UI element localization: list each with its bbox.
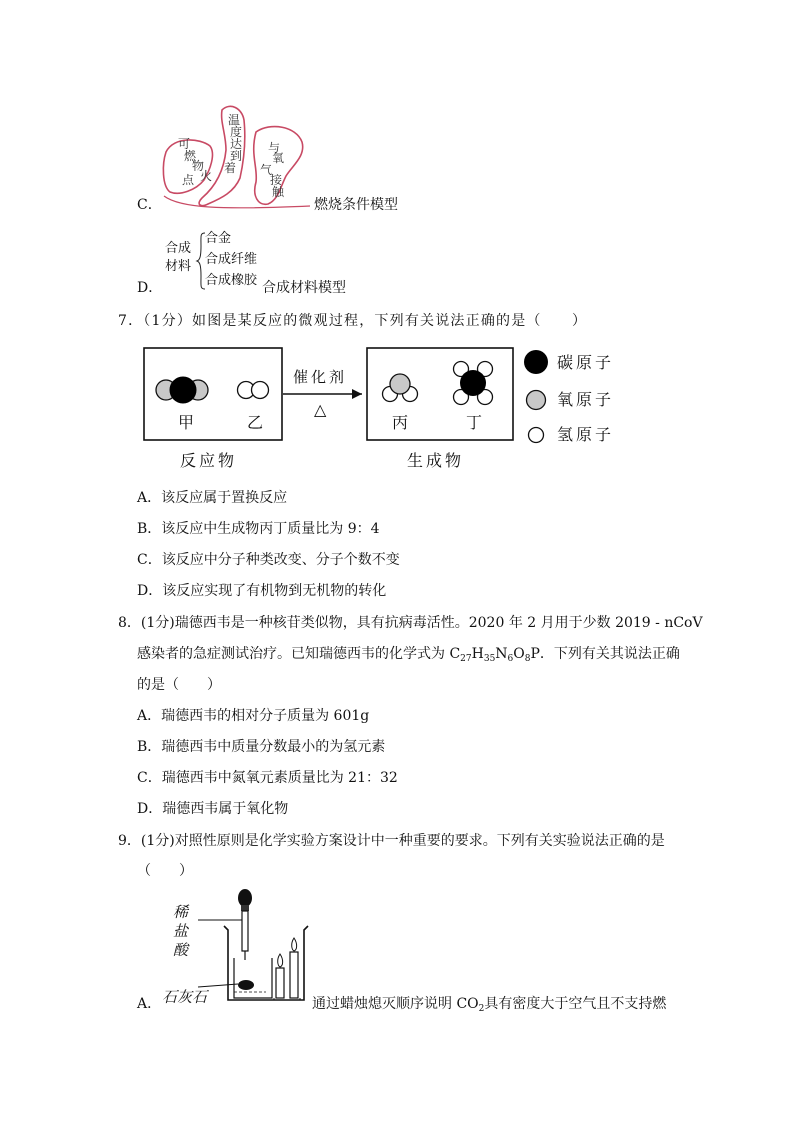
tree-root-line2: 材料: [165, 259, 192, 274]
svg-text:到: 到: [230, 149, 243, 163]
svg-text:物: 物: [192, 159, 205, 173]
q8-option-c: C．瑞德西韦中氮氧元素质量比为 21：32: [137, 770, 398, 786]
catalyst-label: 催化剂: [293, 368, 348, 386]
q7-stem: 7．（1分）如图是某反应的微观过程，下列有关说法正确的是（ ）: [118, 313, 588, 329]
reactant-jia-label: 甲: [178, 413, 195, 432]
products-caption: 生成物: [407, 451, 465, 470]
combustion-condition-figure: [160, 100, 310, 212]
q8-option-b: B．瑞德西韦中质量分数最小的为氢元素: [137, 739, 386, 755]
reactants-caption: 反应物: [180, 451, 238, 470]
q8-line2-rest: P．下列有关其说法正确: [530, 646, 680, 662]
option-d-caption: 合成材料模型: [262, 280, 346, 296]
svg-text:氧: 氧: [272, 151, 285, 165]
product-bing-label: 丙: [392, 413, 409, 432]
legend-hydrogen: 氢原子: [557, 425, 615, 444]
option-c-letter: C．: [137, 197, 162, 213]
svg-text:火: 火: [200, 169, 213, 183]
q9-option-a-post: 具有密度大于空气且不支持燃: [484, 996, 667, 1012]
q9-paren: （ ）: [137, 863, 193, 879]
synthetic-material-tree: [165, 230, 265, 290]
option-d-letter: D．: [137, 280, 163, 296]
tree-item: 合成纤维: [205, 252, 258, 267]
q9-option-a-text: [312, 995, 666, 1018]
q8-option-d: D．瑞德西韦属于氧化物: [137, 801, 289, 817]
acid-label-1: 稀: [173, 903, 189, 921]
svg-text:触: 触: [272, 185, 285, 199]
formula-h: H: [471, 646, 484, 662]
svg-text:温: 温: [228, 113, 241, 127]
formula-sub-6: 6: [507, 654, 514, 664]
q8-stem-line1: 8．(1分)瑞德西韦是一种核苷类似物，具有抗病毒活性。2020 年 2 月用于少数 2019 - nCoV: [118, 615, 703, 631]
formula-o: O: [513, 646, 525, 662]
q7-option-b: B．该反应中生成物丙丁质量比为 9：4: [137, 521, 380, 537]
svg-text:着: 着: [224, 161, 237, 175]
svg-text:点: 点: [182, 173, 195, 187]
tree-item: 合金: [205, 231, 232, 246]
legend-oxygen: 氧原子: [557, 390, 615, 409]
q9-stem: 9．(1分)对照性原则是化学实验方案设计中一种重要的要求。下列有关实验说法正确的是: [118, 833, 665, 849]
acid-label-3: 酸: [173, 941, 189, 959]
svg-text:达: 达: [230, 137, 243, 151]
q8-line2-text: 感染者的急症测试治疗。已知瑞德西韦的化学式为 C: [137, 646, 461, 662]
co2-subscript: 2: [478, 1004, 485, 1014]
limestone-label: 石灰石: [162, 988, 208, 1006]
formula-n: N: [495, 646, 508, 662]
svg-text:接: 接: [270, 173, 283, 187]
q7-option-a: A．该反应属于置换反应: [137, 490, 288, 506]
formula-sub-35: 35: [483, 654, 496, 664]
q8-stem-line3: 的是（ ）: [137, 677, 221, 693]
formula-sub-27: 27: [460, 654, 472, 664]
q7-option-d: D．该反应实现了有机物到无机物的转化: [137, 583, 387, 599]
formula-sub-8: 8: [524, 654, 531, 664]
co2-candle-experiment-figure: [196, 888, 308, 1006]
svg-text:气: 气: [260, 163, 273, 177]
q9-option-a-pre: 通过蜡烛熄灭顺序说明 CO: [312, 996, 479, 1012]
acid-label-2: 盐: [173, 922, 189, 940]
heat-symbol: △: [314, 400, 327, 419]
svg-text:度: 度: [230, 125, 243, 139]
product-ding-label: 丁: [466, 413, 483, 432]
svg-text:可: 可: [178, 137, 191, 151]
q8-option-a: A．瑞德西韦的相对分子质量为 601g: [137, 708, 370, 724]
q8-stem-line2: [137, 645, 680, 668]
svg-text:与: 与: [268, 141, 281, 155]
q7-option-c: C．该反应中分子种类改变、分子个数不变: [137, 552, 400, 568]
svg-text:燃: 燃: [184, 149, 197, 163]
tree-item: 合成橡胶: [205, 273, 258, 288]
reactant-yi-label: 乙: [247, 413, 264, 432]
tree-root-line1: 合成: [165, 241, 192, 256]
q9-option-a-letter: A．: [137, 996, 162, 1012]
legend-carbon: 碳原子: [557, 353, 615, 372]
option-c-caption: 燃烧条件模型: [314, 197, 398, 213]
